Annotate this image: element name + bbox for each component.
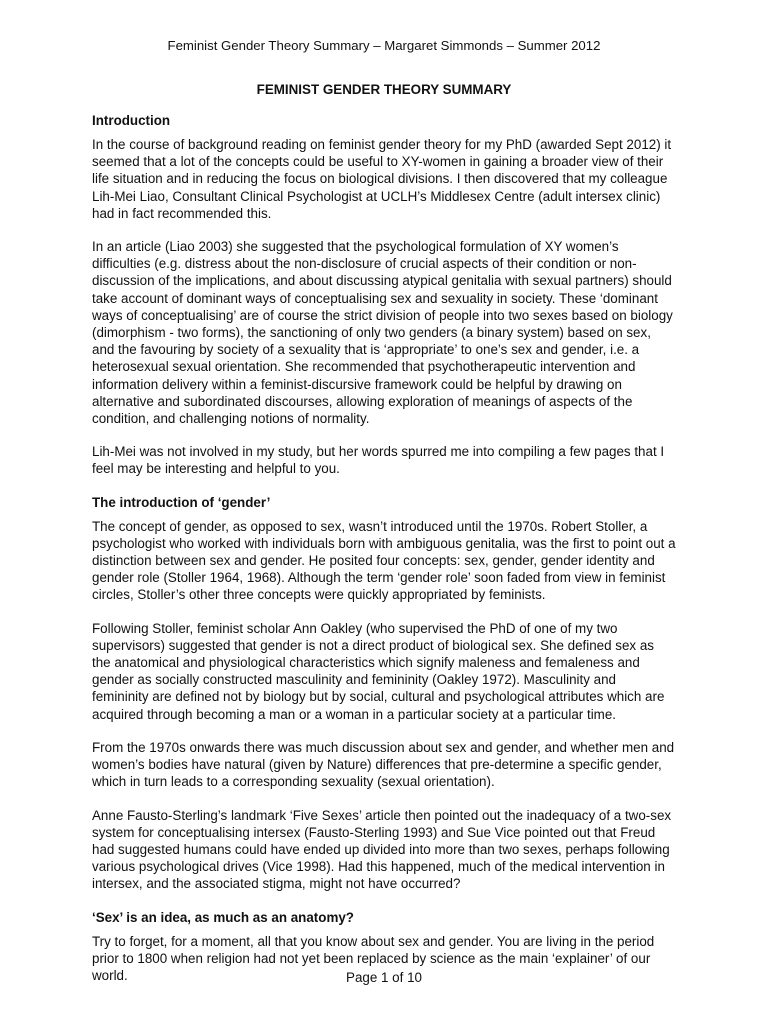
paragraph: In an article (Liao 2003) she suggested that the psychological formulation of XY women’s difficulties (e.g. distress about the non-disclosure of crucial aspects of their condition or non-discussion of the implications, and about discussing atypical genitalia with sexual partners) should take account of dominant ways of conceptualising sex and sexuality in society. These ‘dominant ways of conceptualising’ are of course the strict division of people into two sexes based on biology (dimorphism - two forms), the sanctioning of only two genders (a binary system) based on sex, and the favouring by society of a sexuality that is ‘appropriate’ to one’s sex and gender, i.e. a heterosexual sexual orientation. She recommended that psychotherapeutic intervention and information delivery within a feminist-discursive framework could be helpful by drawing on alternative and subordinated discourses, allowing exploration of meanings of aspects of the condition, and challenging notions of normality. (92, 239, 673, 427)
paragraph: Following Stoller, feminist scholar Ann Oakley (who supervised the PhD of one of my two supervisors) suggested that gender is not a direct product of biological sex. She defined sex as the anatomical and physiological characteristics which signify maleness and femaleness and gender as socially constructed masculinity and femininity (Oakley 1972). Masculinity and femininity are defined not by biology but by social, cultural and psychological attributes which are acquired through becoming a man or a woman in a particular society at a particular time. (92, 620, 665, 722)
paragraph: Anne Fausto-Sterling’s landmark ‘Five Sexes’ article then pointed out the inadequacy of a two-sex system for conceptualising intersex (Fausto-Sterling 1993) and Sue Vice pointed out that Freud had suggested humans could have ended up divided into more than two sexes, perhaps following various psychological drives (Vice 1998). Had this happened, much of the medical intervention in intersex, and the associated stigma, might not have occurred? (92, 807, 672, 892)
section-introduction-of-gender (92, 494, 676, 893)
paragraph: From the 1970s onwards there was much discussion about sex and gender, and whether men and women’s bodies have natural (given by Nature) differences that pre-determine a specific gender, which in turn leads to a corresponding sexuality (sexual orientation). (92, 739, 675, 790)
section-heading: The introduction of ‘gender’ (92, 494, 271, 510)
paragraph: Try to forget, for a moment, all that you know about sex and gender. You are living in the period prior to 1800 when religion had not yet been replaced by science as the main ‘explainer’ of our world. (92, 933, 655, 983)
section-heading: ‘Sex’ is an idea, as much as an anatomy? (92, 909, 354, 925)
paragraph: In the course of background reading on feminist gender theory for my PhD (awarded Sept 2012) it seemed that a lot of the concepts could be useful to XY-women in gaining a broader view of their life situation and in reducing the focus on biological divisions. I then discovered that my colleague Lih-Mei Liao, Consultant Clinical Psychologist at UCLH’s Middlesex Centre (adult intersex clinic) had in fact recommended this. (92, 137, 672, 221)
paragraph: Lih-Mei was not involved in my study, but her words spurred me into compiling a few pages that I feel may be interesting and helpful to you. (92, 444, 665, 477)
section-heading: Introduction (92, 113, 171, 128)
section-introduction (92, 112, 676, 478)
document-title: FEMINIST GENDER THEORY SUMMARY (256, 82, 512, 97)
paragraph: The concept of gender, as opposed to sex, wasn’t introduced until the 1970s. Robert Stoller, a psychologist who worked with individuals born with ambiguous genitalia, was the first to point out a distinction between sex and gender. He posited four concepts: sex, gender, gender identity and gender role (Stoller 1964, 1968). Although the term ‘gender role’ soon faded from view in feminist circles, Stoller’s other three concepts were quickly appropriated by feminists. (92, 518, 676, 603)
running-header: Feminist Gender Theory Summary – Margaret Simmonds – Summer 2012 (167, 38, 601, 53)
page-number: Page 1 of 10 (346, 970, 422, 985)
